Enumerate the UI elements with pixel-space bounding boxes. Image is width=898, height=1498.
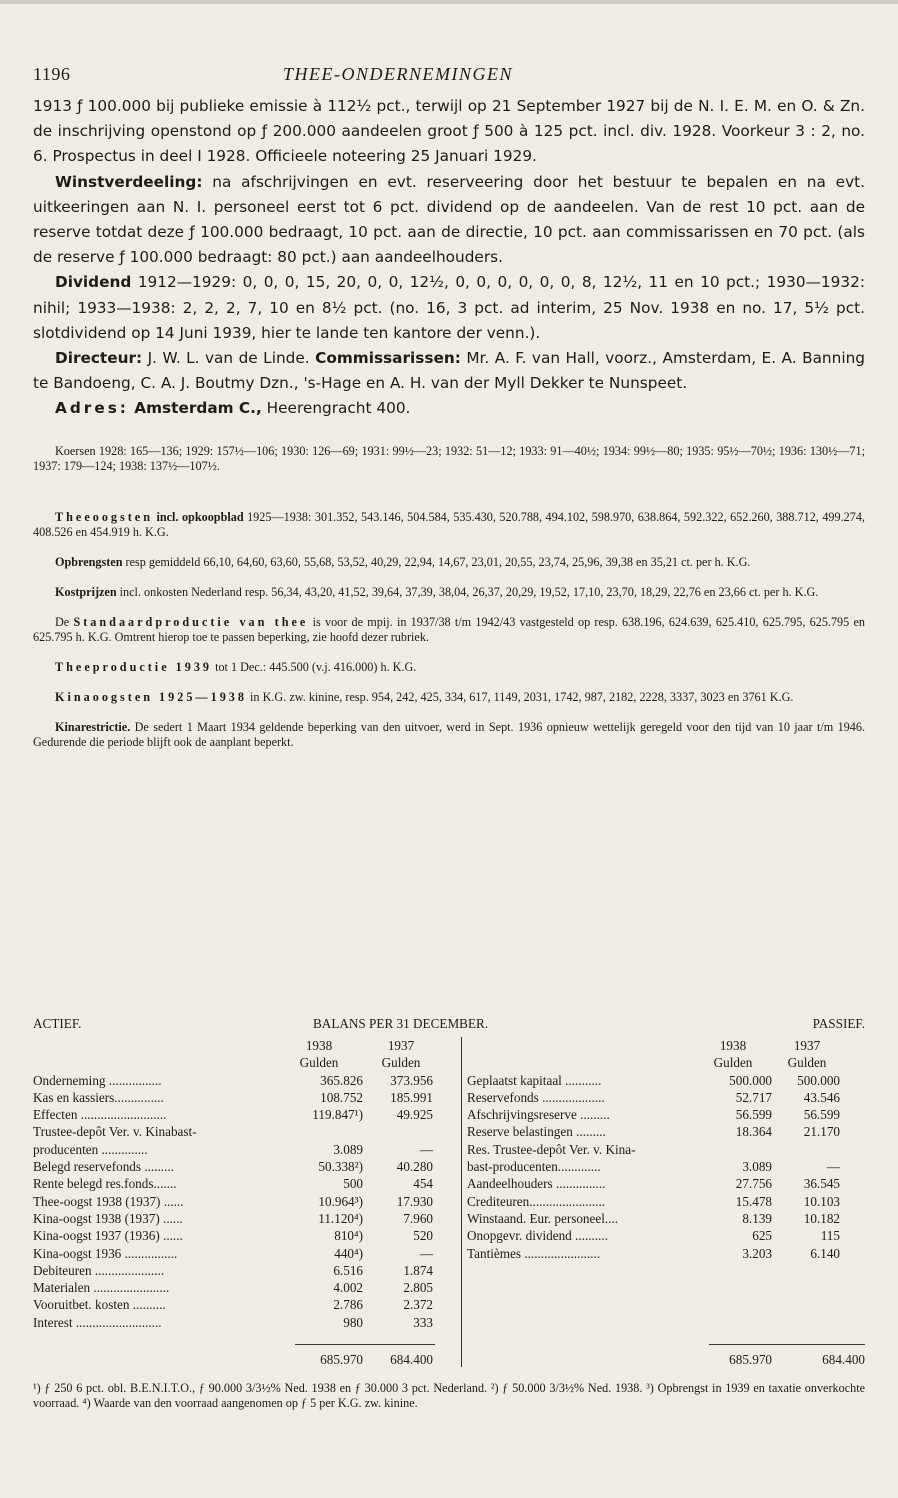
balance-divider bbox=[461, 1037, 462, 1367]
liability-label: Winstaand. Eur. personeel.... bbox=[467, 1210, 619, 1226]
asset-label: Belegd reservefonds ......... bbox=[33, 1159, 174, 1175]
footnotes-text: ¹) ƒ 250 6 pct. obl. B.E.N.I.T.O., ƒ 90.000 3/3½% Ned. 1938 en ƒ 30.000 3 pct. Nederland. ²) ƒ 50.000 3/3½% Ned. 1938. ³) Opbrengst in 1939 en taxatie onverkochte voorraad. ⁴) Waarde van den voorraad aangenomen op ƒ 5 per K.G. zw. kinine. bbox=[33, 1381, 865, 1410]
theeoogsten-sublabel: incl. opkoopblad bbox=[153, 509, 244, 524]
asset-label: Kina-oogst 1936 ................ bbox=[33, 1245, 178, 1261]
opbrengsten-text: resp gemiddeld 66,10, 64,60, 63,60, 55,68, 53,52, 40,29, 22,94, 14,67, 23,01, 20,55, 23,74, 25,96, 39,38 en 35,21 ct. per h. K.G. bbox=[122, 554, 751, 569]
adres-city: Amsterdam C., bbox=[128, 399, 262, 418]
liability-label: Afschrijvingsreserve ......... bbox=[467, 1107, 610, 1123]
page-header bbox=[33, 60, 865, 94]
liability-value-1938: 56.599 bbox=[735, 1107, 772, 1123]
asset-row bbox=[33, 1158, 443, 1175]
standaardproductie-prefix: De bbox=[55, 614, 74, 629]
asset-label: Interest .......................... bbox=[33, 1314, 162, 1330]
asset-value-1938: 119.847¹) bbox=[312, 1107, 363, 1123]
asset-row bbox=[33, 1279, 443, 1296]
liability-label: Aandeelhouders ............... bbox=[467, 1176, 606, 1192]
liability-row bbox=[467, 1123, 865, 1140]
liability-row bbox=[467, 1175, 865, 1192]
theeoogsten-note bbox=[33, 510, 865, 540]
asset-value-1937: 454 bbox=[413, 1176, 433, 1192]
kostprijzen-note bbox=[33, 585, 865, 600]
asset-row bbox=[33, 1210, 443, 1227]
asset-label: Kina-oogst 1937 (1936) ...... bbox=[33, 1228, 183, 1244]
assets-column bbox=[33, 1037, 443, 1331]
assets-total-1937: 684.400 bbox=[390, 1352, 433, 1367]
liability-value-1938: 3.089 bbox=[742, 1159, 772, 1175]
asset-value-1938: 810⁴) bbox=[334, 1228, 363, 1244]
asset-value-1938: 108.752 bbox=[320, 1089, 363, 1105]
asset-value-1938: 11.120⁴) bbox=[318, 1210, 363, 1226]
asset-value-1937: 520 bbox=[413, 1228, 433, 1244]
liability-label: Onopgevr. dividend .......... bbox=[467, 1228, 609, 1244]
assets-unit-1937: Gulden bbox=[381, 1055, 421, 1071]
asset-value-1938: 365.826 bbox=[320, 1072, 363, 1088]
liabilities-year-1937: 1937 bbox=[793, 1038, 821, 1053]
liability-row bbox=[467, 1193, 865, 1210]
asset-value-1937: 1.874 bbox=[403, 1262, 433, 1278]
liability-value-1938: 500.000 bbox=[729, 1072, 772, 1088]
asset-label: Thee-oogst 1938 (1937) ...... bbox=[33, 1193, 184, 1209]
asset-value-1937: 49.925 bbox=[396, 1107, 433, 1123]
liability-row bbox=[467, 1227, 865, 1244]
liability-value-1938: 625 bbox=[752, 1228, 772, 1244]
liability-row bbox=[467, 1106, 865, 1123]
liability-value-1937: 500.000 bbox=[797, 1072, 840, 1088]
dividend-label: Dividend bbox=[55, 273, 132, 292]
company-description bbox=[33, 94, 865, 422]
liability-row bbox=[467, 1141, 865, 1158]
asset-value-1938: 440⁴) bbox=[334, 1245, 363, 1261]
asset-value-1937: 373.956 bbox=[390, 1072, 433, 1088]
liability-row bbox=[467, 1072, 865, 1089]
asset-value-1937: 7.960 bbox=[403, 1210, 433, 1226]
theeproductie-note bbox=[33, 660, 865, 675]
asset-label: Materialen ....................... bbox=[33, 1280, 170, 1296]
asset-value-1938: 500 bbox=[343, 1176, 363, 1192]
kinarestrictie-text: De sedert 1 Maart 1934 geldende beperking van den uitvoer, werd in Sept. 1936 opnieuw wettelijk geregeld voor den tijd van 10 jaar t/m 1946. Gedurende die periode blijft ook de aanplant beperkt. bbox=[33, 719, 865, 749]
running-title: THEE-ONDERNEMINGEN bbox=[283, 64, 513, 84]
assets-year-1938: 1938 bbox=[305, 1038, 333, 1053]
liabilities-total-1937: 684.400 bbox=[822, 1352, 865, 1367]
winstverdeeling-text: na afschrijvingen en evt. reserveering door het bestuur te bepalen en na evt. uitkeeringen aan N. I. personeel eerst tot 6 pct. dividend op de aandeelen. Van de rest 10 pct. aan de reserve totdat deze ƒ 100.000 bedraagt, 10 pct. aan de directie, 10 pct. aan commissarissen en 70 pct. (als de reserve ƒ 100.000 bedraagt: 80 pct.) aan aandeelhouders. bbox=[33, 172, 865, 267]
asset-row bbox=[33, 1089, 443, 1106]
liabilities-unit-row bbox=[467, 1054, 865, 1071]
page bbox=[33, 60, 865, 765]
liability-value-1937: 21.170 bbox=[803, 1124, 840, 1140]
asset-row bbox=[33, 1227, 443, 1244]
liability-label: Reservefonds ................... bbox=[467, 1089, 605, 1105]
liability-value-1937: 10.182 bbox=[803, 1210, 840, 1226]
kinaoogsten-note bbox=[33, 690, 865, 705]
directeur-label: Directeur: bbox=[55, 349, 143, 368]
commissarissen-label: Commissarissen: bbox=[315, 349, 461, 368]
dividend-text: 1912—1929: 0, 0, 0, 15, 20, 0, 0, 12½, 0, 0, 0, 0, 0, 0, 8, 12½, 11 en 10 pct.; 1930—1932: nihil; 1933—1938: 2, 2, 2, 7, 10 en 8½ pct. (no. 16, 3 pct. ad interim, 25 Nov. 1938 en no. 17, 5½ pct. slotdividend op 14 Juni 1939, hier te lande ten kantore der venn.). bbox=[33, 273, 865, 342]
asset-label: Rente belegd res.fonds....... bbox=[33, 1176, 177, 1192]
liability-value-1937: — bbox=[826, 1159, 840, 1175]
theeproductie-label: Theeproductie 1939 bbox=[55, 659, 213, 674]
kinaoogsten-label: Kinaoogsten 1925—1938 bbox=[55, 689, 247, 704]
asset-label: Effecten .......................... bbox=[33, 1107, 167, 1123]
liability-value-1938: 27.756 bbox=[735, 1176, 772, 1192]
kinarestrictie-label: Kinarestrictie. bbox=[55, 719, 131, 734]
assets-total-rule bbox=[295, 1344, 435, 1345]
asset-label: Kas en kassiers............... bbox=[33, 1089, 164, 1105]
page-number: 1196 bbox=[33, 64, 71, 84]
assets-year-row bbox=[33, 1037, 443, 1054]
liabilities-unit-1938: Gulden bbox=[713, 1055, 753, 1071]
asset-value-1937: — bbox=[419, 1245, 433, 1261]
liabilities-year-1938: 1938 bbox=[719, 1038, 747, 1053]
liability-label: Res. Trustee-depôt Ver. v. Kina- bbox=[467, 1141, 636, 1157]
asset-row bbox=[33, 1193, 443, 1210]
theeproductie-text: tot 1 Dec.: 445.500 (v.j. 416.000) h. K.G. bbox=[212, 659, 417, 674]
asset-value-1937: 2.805 bbox=[403, 1280, 433, 1296]
winstverdeeling-paragraph bbox=[33, 170, 865, 271]
winstverdeeling-label: Winstverdeeling: bbox=[55, 172, 203, 191]
directeur-paragraph bbox=[33, 346, 865, 396]
asset-label: Kina-oogst 1938 (1937) ...... bbox=[33, 1210, 183, 1226]
liability-row bbox=[467, 1089, 865, 1106]
koersen-note: Koersen 1928: 165—136; 1929: 157½—106; 1930: 126—69; 1931: 99½—23; 1932: 51—12; 1933: 91—40½; 1934: 99½—80; 1935: 95½—70½; 1936: 130½—71; 1937: 179—124; 1938: 137½—107½. bbox=[33, 443, 865, 473]
statistics-notes bbox=[33, 444, 865, 750]
adres-street: Heerengracht 400. bbox=[261, 399, 411, 418]
asset-label: Onderneming ................ bbox=[33, 1072, 162, 1088]
intro-paragraph: 1913 ƒ 100.000 bij publieke emissie à 112½ pct., terwijl op 21 September 1927 bij de N. I. E. M. en O. & Zn. de inschrijving openstond op ƒ 200.000 aandeelen groot ƒ 500 à 125 pct. incl. div. 1928. Voorkeur 3 : 2, no. 6. Prospectus in deel I 1928. Officieele noteering 25 Januari 1929. bbox=[33, 97, 865, 166]
assets-year-1937: 1937 bbox=[387, 1038, 415, 1053]
liabilities-rows bbox=[467, 1072, 865, 1262]
liability-value-1937: 36.545 bbox=[803, 1176, 840, 1192]
asset-row bbox=[33, 1262, 443, 1279]
adres-paragraph bbox=[33, 396, 865, 421]
liability-label: Crediteuren....................... bbox=[467, 1193, 606, 1209]
opbrengsten-note bbox=[33, 555, 865, 570]
standaardproductie-label: Standaardproductie van thee bbox=[73, 614, 309, 629]
assets-unit-1938: Gulden bbox=[299, 1055, 339, 1071]
liability-row bbox=[467, 1158, 865, 1175]
asset-value-1938: 50.338²) bbox=[318, 1159, 363, 1175]
assets-rows bbox=[33, 1072, 443, 1331]
liability-label: Reserve belastingen ......... bbox=[467, 1124, 606, 1140]
actief-heading: ACTIEF. bbox=[33, 1016, 82, 1031]
asset-row bbox=[33, 1175, 443, 1192]
kostprijzen-label: Kostprijzen bbox=[55, 584, 117, 599]
passief-heading: PASSIEF. bbox=[812, 1016, 865, 1031]
liability-row bbox=[467, 1210, 865, 1227]
asset-value-1938: 10.964³) bbox=[318, 1193, 363, 1209]
asset-value-1937: 2.372 bbox=[403, 1297, 433, 1313]
liability-value-1937: 10.103 bbox=[803, 1193, 840, 1209]
liability-value-1937: 43.546 bbox=[803, 1089, 840, 1105]
top-edge bbox=[0, 0, 898, 4]
kinarestrictie-note bbox=[33, 720, 865, 750]
liability-label: bast-producenten............. bbox=[467, 1159, 601, 1175]
liability-value-1937: 115 bbox=[820, 1228, 840, 1244]
asset-value-1938: 4.002 bbox=[333, 1280, 363, 1296]
liability-label: Tantièmes ....................... bbox=[467, 1245, 601, 1261]
asset-row bbox=[33, 1245, 443, 1262]
asset-row bbox=[33, 1072, 443, 1089]
asset-value-1937: 17.930 bbox=[396, 1193, 433, 1209]
asset-row bbox=[33, 1314, 443, 1331]
asset-value-1937: 40.280 bbox=[396, 1159, 433, 1175]
asset-value-1937: 185.991 bbox=[390, 1089, 433, 1105]
asset-row bbox=[33, 1106, 443, 1123]
kostprijzen-text: incl. onkosten Nederland resp. 56,34, 43,20, 41,52, 39,64, 37,39, 38,04, 26,37, 20,29, 19,52, 17,10, 23,70, 18,29, 22,76 en 23,66 ct. per h. K.G. bbox=[116, 584, 819, 599]
assets-unit-row bbox=[33, 1054, 443, 1071]
balance-header bbox=[33, 1015, 865, 1035]
asset-value-1938: 980 bbox=[343, 1314, 363, 1330]
standaardproductie-note bbox=[33, 615, 865, 645]
asset-value-1938: 2.786 bbox=[333, 1297, 363, 1313]
liabilities-total-rule bbox=[709, 1344, 865, 1345]
directeur-text: J. W. L. van de Linde. bbox=[142, 349, 316, 368]
liability-label: Geplaatst kapitaal ........... bbox=[467, 1072, 602, 1088]
adres-label: Adres: bbox=[55, 399, 129, 418]
liability-value-1938: 18.364 bbox=[735, 1124, 772, 1140]
asset-label: Vooruitbet. kosten .......... bbox=[33, 1297, 166, 1313]
assets-total-1938: 685.970 bbox=[320, 1352, 363, 1367]
liabilities-column bbox=[467, 1037, 865, 1262]
liabilities-total-1938: 685.970 bbox=[729, 1352, 772, 1367]
asset-value-1937: 333 bbox=[413, 1314, 433, 1330]
liability-value-1937: 56.599 bbox=[803, 1107, 840, 1123]
asset-value-1938: 3.089 bbox=[333, 1141, 363, 1157]
asset-row bbox=[33, 1141, 443, 1158]
asset-value-1938: 6.516 bbox=[333, 1262, 363, 1278]
asset-value-1937: — bbox=[419, 1141, 433, 1157]
liabilities-unit-1937: Gulden bbox=[787, 1055, 827, 1071]
dividend-paragraph bbox=[33, 270, 865, 346]
asset-label: Debiteuren ..................... bbox=[33, 1262, 165, 1278]
asset-row bbox=[33, 1123, 443, 1140]
liability-value-1938: 52.717 bbox=[735, 1089, 772, 1105]
opbrengsten-label: Opbrengsten bbox=[55, 554, 123, 569]
footnotes bbox=[33, 1381, 865, 1411]
kinaoogsten-text: in K.G. zw. kinine, resp. 954, 242, 425, 334, 617, 1149, 2031, 1742, 987, 2182, 2228, 3337, 3023 en 3761 K.G. bbox=[247, 689, 794, 704]
theeoogsten-text: 1925—1938: 301.352, 543.146, 504.584, 535.430, 520.788, 494.102, 598.970, 638.864, 592.322, 652.260, 388.712, 499.274, 408.526 en 454.919 h. K.G. bbox=[33, 509, 865, 539]
liabilities-year-row bbox=[467, 1037, 865, 1054]
liability-value-1938: 3.203 bbox=[742, 1245, 772, 1261]
liability-value-1938: 15.478 bbox=[735, 1193, 772, 1209]
asset-row bbox=[33, 1296, 443, 1313]
balance-sheet bbox=[33, 1015, 865, 1367]
standaardproductie-text: is voor de mpij. in 1937/38 t/m 1942/43 vastgesteld op resp. 638.196, 624.639, 625.410, 625.795, 625.795 en 625.795 h. K.G. Omtrent hierop toe te passen beperking, zie hoofd dezer rubriek. bbox=[33, 614, 865, 644]
asset-label: Trustee-depôt Ver. v. Kinabast- bbox=[33, 1124, 197, 1140]
theeoogsten-label: Theeoogsten bbox=[55, 509, 153, 524]
asset-label: producenten .............. bbox=[33, 1141, 148, 1157]
liability-value-1938: 8.139 bbox=[742, 1210, 772, 1226]
balance-title: BALANS PER 31 DECEMBER. bbox=[313, 1016, 489, 1031]
liability-row bbox=[467, 1245, 865, 1262]
commissarissen-text: Mr. A. F. van Hall, voorz., Amsterdam, E. A. Banning te Bandoeng, C. A. J. Boutmy Dzn., 's-Hage en A. H. van der Myll Dekker te Nunspeet. bbox=[33, 349, 865, 393]
liability-value-1937: 6.140 bbox=[810, 1245, 840, 1261]
